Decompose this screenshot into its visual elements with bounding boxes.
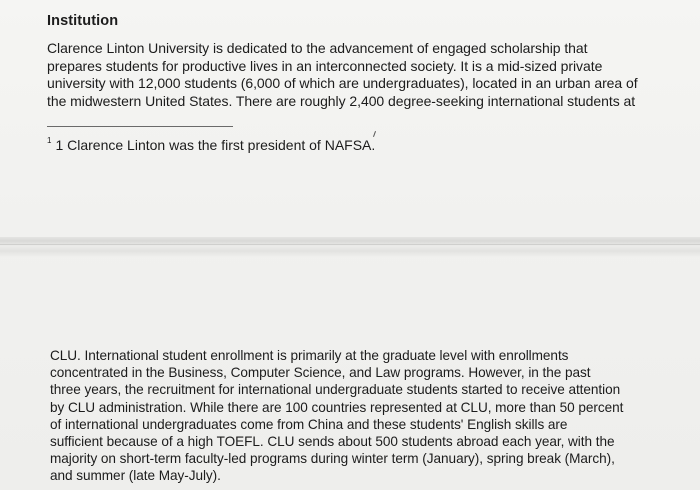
section-heading: Institution [47,13,119,29]
paragraph-line: sufficient because of a high TOEFL. CLU sends about 500 students abroad each year, with the [50,434,615,450]
institution-paragraph [47,40,638,110]
paragraph-line: three years, the recruitment for international undergraduate students started to receive attention [50,382,621,398]
paragraph-line: CLU. International student enrollment is primarily at the graduate level with enrollments [50,348,569,363]
paragraph-line: concentrated in the Business, Computer Science, and Law programs. However, in the past [50,365,591,381]
paragraph-line: the midwestern United States. There are roughly 2,400 degree-seeking international students at [47,92,636,109]
paragraph-line: by CLU administration. While there are 100 countries represented at CLU, more than 50 percent [50,399,624,415]
paragraph-line: and summer (late May-July). [50,468,221,484]
paragraph-line: prepares students for productive lives in an interconnected society. It is a mid-sized private [47,57,603,74]
page-break [0,237,700,257]
footnote-marker: 1 [47,136,52,145]
continuation-paragraph [50,347,623,485]
footnote [47,136,375,153]
paragraph-line: university with 12,000 students (6,000 of which are undergraduates), located in an urban area of [47,75,638,92]
paragraph-line: of international undergraduates come from China and these students' English skills are [50,416,568,432]
footnote-divider [47,126,233,127]
paragraph-line: Clarence Linton University is dedicated to the advancement of engaged scholarship that [47,40,588,56]
footnote-text: 1 Clarence Linton was the first president of NAFSA. [55,137,376,153]
paragraph-line: majority on short-term faculty-led programs during winter term (January), spring break (March), [50,451,615,467]
